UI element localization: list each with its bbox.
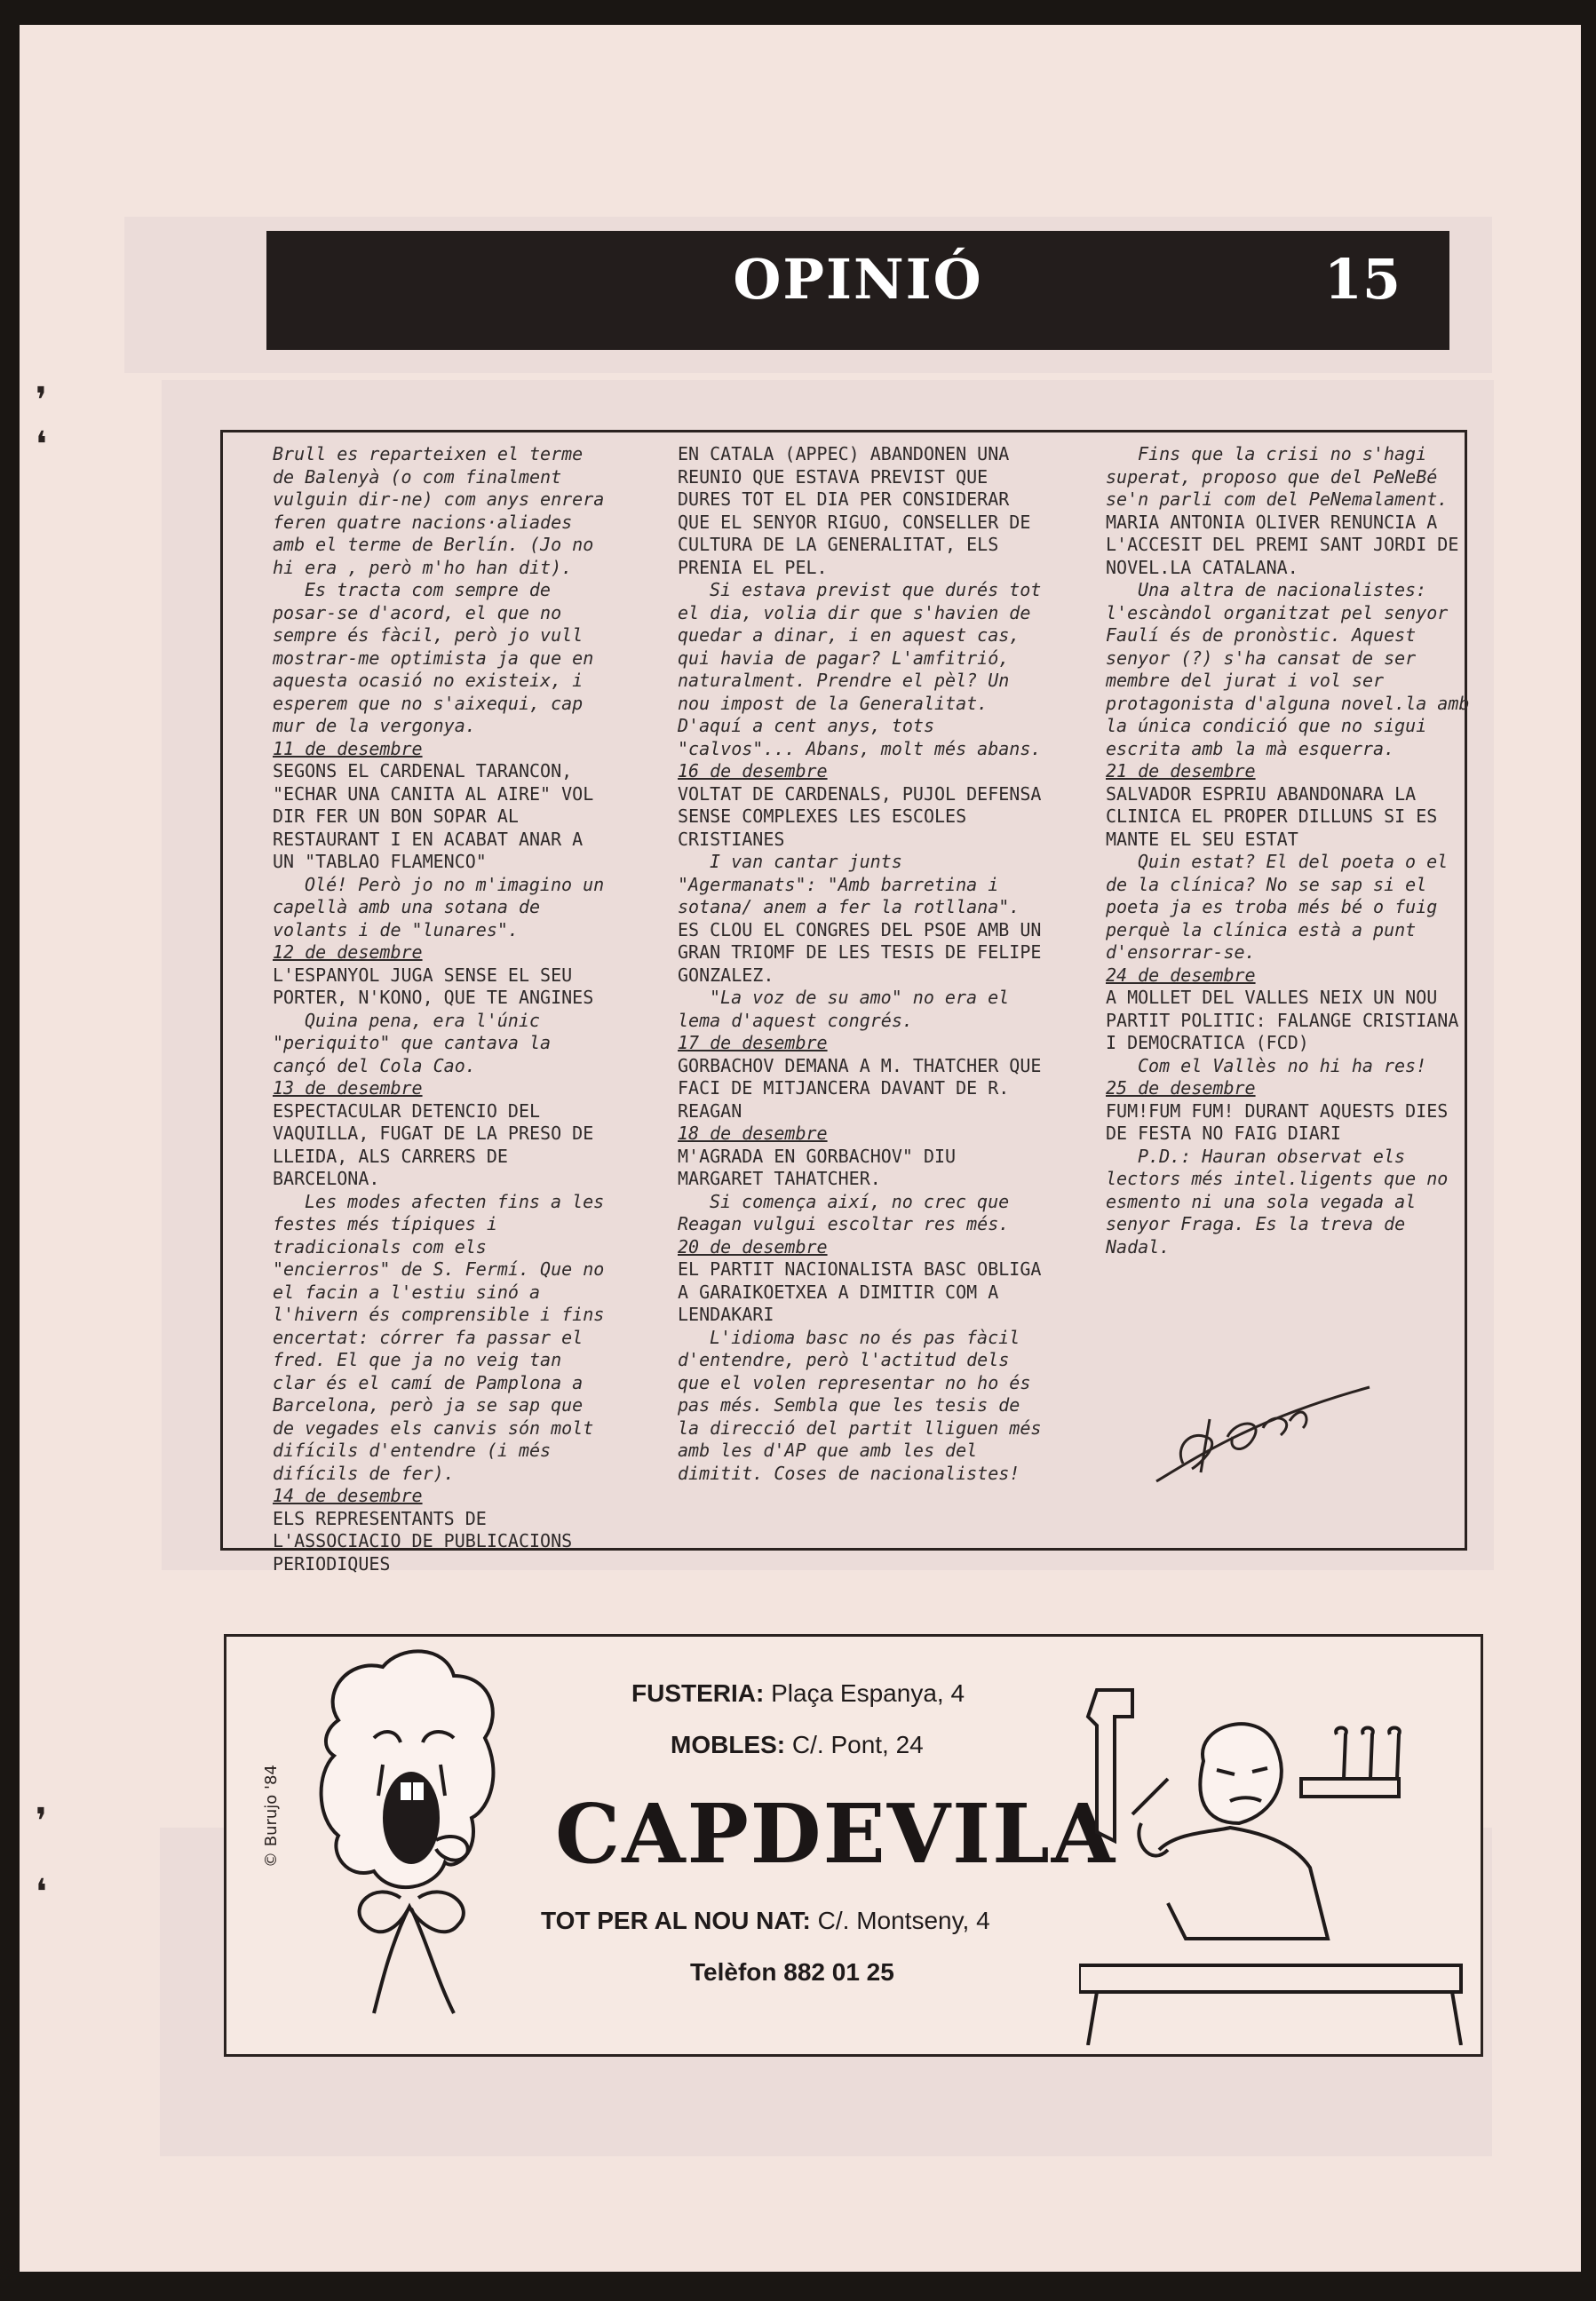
news-headline: FUM!FUM FUM! DURANT AQUESTS DIES DE FESTA NO FAIG DIARI xyxy=(1106,1099,1449,1144)
ad-line-mobles xyxy=(671,1731,924,1759)
news-headline: ES CLOU EL CONGRES DEL PSOE AMB UN GRAN TRIOMF DE LES TESIS DE FELIPE GONZALEZ. xyxy=(678,918,1042,986)
commentary-paragraph: I van cantar junts "Agermanats": "Amb barretina i sotana/ anem a fer la rotllana". xyxy=(678,851,1020,917)
page-number: 15 xyxy=(1323,247,1401,312)
fusteria-label: FUSTERIA: xyxy=(631,1679,765,1707)
date-heading: 18 de desembre xyxy=(678,1123,828,1144)
article-column-2 xyxy=(678,443,1051,1485)
commentary-paragraph: Com el Vallès no hi ha res! xyxy=(1138,1054,1427,1076)
news-headline: EL PARTIT NACIONALISTA BASC OBLIGA A GARAIKOETXEA A DIMITIR COM A LENDAKARI xyxy=(678,1258,1042,1325)
nou-nat-label: TOT PER AL NOU NAT: xyxy=(541,1907,811,1934)
commentary-paragraph: Brull es reparteixen el terme de Balenyà (o com finalment vulguin dir-ne) com anys enrera feren quatre nacions·aliades amb el terme de Berlín. (Jo no hi era , però m'ho han dit). xyxy=(273,443,605,578)
date-heading: 13 de desembre xyxy=(273,1077,423,1099)
binding-hole-mark: ❜ xyxy=(36,1801,47,1842)
commentary-paragraph: Les modes afecten fins a les festes més típiques i tradicionals com els "encierros" de S. Fermí. Que no el facin a l'estiu sinó a l'hivern és comprensible i fins encertat: córrer fa passar el fred. El que ja no veig tan clar és el camí de Pamplona a Barcelona, però ja se sap que de vegades els canvis són molt difícils d'entendre (i més difícils de fer). xyxy=(273,1190,605,1484)
binding-hole-mark: ❜ xyxy=(36,380,47,421)
commentary-paragraph: P.D.: Hauran observat els lectors més intel.ligents que no esmento ni una sola vegada al senyor Fraga. Es la treva de Nadal. xyxy=(1106,1145,1449,1258)
commentary-paragraph: Quina pena, era l'únic "periquito" que cantava la cançó del Cola Cao. xyxy=(273,1009,552,1076)
article-column-1 xyxy=(273,443,610,1575)
news-headline: SALVADOR ESPRIU ABANDONARA LA CLINICA EL PROPER DILLUNS SI ES MANTE EL SEU ESTAT xyxy=(1106,782,1438,850)
news-headline: MARIA ANTONIA OLIVER RENUNCIA A L'ACCESIT DEL PREMI SANT JORDI DE NOVEL.LA CATALANA. xyxy=(1106,511,1459,578)
news-headline: GORBACHOV DEMANA A M. THATCHER QUE FACI DE MITJANCERA DAVANT DE R. REAGAN xyxy=(678,1054,1042,1122)
news-headline: VOLTAT DE CARDENALS, PUJOL DEFENSA SENSE COMPLEXES LES ESCOLES CRISTIANES xyxy=(678,782,1042,850)
commentary-paragraph: Si estava previst que durés tot el dia, volia dir que s'havien de quedar a dinar, i en aquest cas, qui havia de pagar? L'amfitrió, naturalment. Prendre el pèl? Un nou impost de la Generalitat. D'aquí a cent anys, tots "calvos"... Abans, molt més abans. xyxy=(678,579,1042,759)
date-heading: 20 de desembre xyxy=(678,1235,828,1258)
commentary-paragraph: Quin estat? El del poeta o el de la clínica? No se sap si el poeta ja es troba més bé o fuig perquè la clínica està a punt d'ensorrar-se. xyxy=(1106,851,1449,963)
date-heading: 24 de desembre xyxy=(1106,964,1256,986)
date-heading: 21 de desembre xyxy=(1106,760,1256,782)
article-column-3 xyxy=(1106,443,1479,1258)
news-headline: L'ESPANYOL JUGA SENSE EL SEU PORTER, N'KONO, QUE TE ANGINES xyxy=(273,964,594,1008)
commentary-paragraph: Fins que la crisi no s'hagi superat, proposo que del PeNeBé se'n parli com del PeNemalament. xyxy=(1106,443,1449,510)
binding-hole-mark: ❛ xyxy=(36,424,47,465)
date-heading: 14 de desembre xyxy=(273,1485,423,1506)
ad-line-fusteria xyxy=(631,1679,965,1708)
crying-baby-illustration xyxy=(312,1640,507,2049)
commentary-paragraph: Es tracta com sempre de posar-se d'acord, el que no sempre és fàcil, però jo vull mostrar-me optimista ja que en aquesta ocasió no existeix, i esperem que no s'aixequi, cap mur de la vergonya. xyxy=(273,579,594,736)
news-headline: A MOLLET DEL VALLES NEIX UN NOU PARTIT POLITIC: FALANGE CRISTIANA I DEMOCRATICA (FCD) xyxy=(1106,987,1459,1053)
opinion-article xyxy=(220,430,1470,1575)
section-title: OPINIÓ xyxy=(733,247,983,312)
news-headline: ESPECTACULAR DETENCIO DEL VAQUILLA, FUGAT DE LA PRESO DE LLEIDA, ALS CARRERS DE BARCELONA. xyxy=(273,1099,594,1189)
date-heading: 16 de desembre xyxy=(678,760,828,782)
ad-line-nou-nat xyxy=(541,1907,990,1935)
mobles-label: MOBLES: xyxy=(671,1731,786,1758)
carpenter-illustration xyxy=(1079,1672,1470,2045)
ad-phone xyxy=(690,1958,894,1987)
fusteria-address: Plaça Espanya, 4 xyxy=(764,1679,965,1707)
news-headline: M'AGRADA EN GORBACHOV" DIU MARGARET TAHATCHER. xyxy=(678,1145,957,1189)
commentary-paragraph: Olé! Però jo no m'imagino un capellà amb una sotana de volants i de "lunares". xyxy=(273,873,605,940)
author-signature xyxy=(1147,1384,1378,1490)
newspaper-page xyxy=(20,25,1581,2272)
date-heading: 25 de desembre xyxy=(1106,1077,1256,1099)
date-heading: 17 de desembre xyxy=(678,1032,828,1053)
commentary-paragraph: Si comença així, no crec que Reagan vulgui escoltar res més. xyxy=(678,1190,1010,1234)
news-headline: EN CATALA (APPEC) ABANDONEN UNA REUNIO QUE ESTAVA PREVIST QUE DURES TOT EL DIA PER CONSIDERAR QUE EL SENYOR RIGUO, CONSELLER DE CULTURA DE LA GENERALITAT, ELS PRENIA EL PEL. xyxy=(678,443,1031,578)
illustrator-credit: © Burujo '84 xyxy=(262,1765,281,1868)
date-heading: 12 de desembre xyxy=(273,941,423,963)
date-heading: 11 de desembre xyxy=(273,737,423,759)
news-headline: ELS REPRESENTANTS DE L'ASSOCIACIO DE PUBLICACIONS PERIODIQUES xyxy=(273,1507,573,1575)
commentary-paragraph: "La voz de su amo" no era el lema d'aquest congrés. xyxy=(678,987,1010,1031)
section-header xyxy=(266,231,1449,350)
binding-hole-mark: ❛ xyxy=(36,1872,47,1913)
mobles-address: C/. Pont, 24 xyxy=(785,1731,924,1758)
business-name: CAPDEVILA xyxy=(555,1786,1117,1882)
capdevila-advertisement xyxy=(224,1634,1483,2057)
phone-number: Telèfon 882 01 25 xyxy=(690,1958,894,1986)
commentary-paragraph: L'idioma basc no és pas fàcil d'entendre, però l'actitud dels que el volen representar no ho és pas més. Sembla que les tesis de la direcció del partit lliguen més amb les d'AP que amb les del dimitit. Coses de nacionalistes! xyxy=(678,1326,1042,1484)
nou-nat-address: C/. Montseny, 4 xyxy=(810,1907,990,1934)
commentary-paragraph: Una altra de nacionalistes: l'escàndol organitzat pel senyor Faulí és de pronòstic. Aquest senyor (?) s'ha cansat de ser membre del jurat i vol ser protagonista d'alguna novel.la amb la única condició que no sigui escrita amb la mà esquerra. xyxy=(1106,579,1470,759)
news-headline: SEGONS EL CARDENAL TARANCON, "ECHAR UNA CANITA AL AIRE" VOL DIR FER UN BON SOPAR AL RESTAURANT I EN ACABAT ANAR A UN "TABLAO FLAMENCO" xyxy=(273,760,594,872)
